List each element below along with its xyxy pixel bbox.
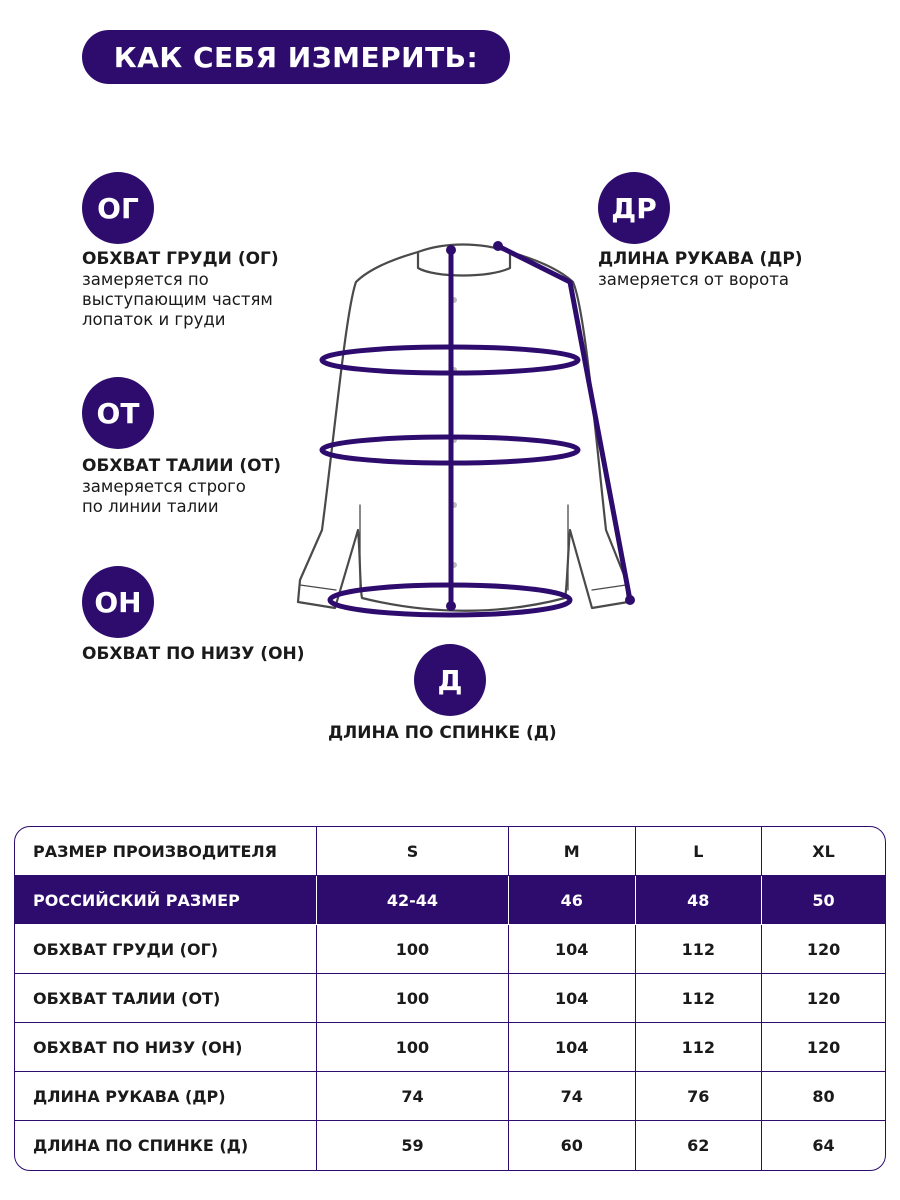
row-label: ОБХВАТ ТАЛИИ (ОТ): [15, 974, 317, 1023]
header-size: XL: [762, 827, 885, 876]
hem-title: ОБХВАТ ПО НИЗУ (ОН): [82, 644, 305, 664]
cell: 120: [762, 925, 885, 974]
cell: 74: [509, 1072, 636, 1121]
cell: 74: [317, 1072, 509, 1121]
chest-title: ОБХВАТ ГРУДИ (ОГ): [82, 249, 279, 269]
row-label: ДЛИНА ПО СПИНКЕ (Д): [15, 1121, 317, 1170]
russian-size-label: РОССИЙСКИЙ РАЗМЕР: [15, 876, 317, 925]
header-size: M: [509, 827, 636, 876]
cell: 104: [509, 974, 636, 1023]
measure-endpoints: [446, 241, 635, 611]
table-row: [15, 1121, 885, 1170]
table-row: [15, 1023, 885, 1072]
cell: 120: [762, 974, 885, 1023]
header-size: S: [317, 827, 509, 876]
cell: 59: [317, 1121, 509, 1170]
back-length-badge: Д: [414, 644, 486, 716]
cell: 112: [636, 925, 763, 974]
sleeve-desc-line: замеряется от ворота: [598, 270, 789, 289]
cell: 62: [636, 1121, 763, 1170]
cell: 112: [636, 974, 763, 1023]
size-table: [14, 826, 886, 1171]
cell: 64: [812, 1136, 835, 1155]
sleeve-measure-line: [498, 246, 630, 600]
table-header-row: [15, 827, 885, 876]
measure-lines: [322, 246, 630, 615]
hem-badge: ОН: [82, 566, 154, 638]
cell: 120: [762, 1023, 885, 1072]
cell: 104: [509, 1023, 636, 1072]
russian-size-value: 50: [762, 876, 885, 925]
row-label: ОБХВАТ ГРУДИ (ОГ): [15, 925, 317, 974]
header-size: L: [636, 827, 763, 876]
table-row: [15, 925, 885, 974]
table-row: [15, 974, 885, 1023]
cell: 76: [636, 1072, 763, 1121]
shirt-outline: [298, 245, 628, 611]
waist-desc-line: замеряется строго: [82, 477, 246, 496]
waist-desc-line: по линии талии: [82, 497, 219, 516]
russian-size-row: [15, 876, 885, 925]
sleeve-title: ДЛИНА РУКАВА (ДР): [598, 249, 803, 269]
waist-title: ОБХВАТ ТАЛИИ (ОТ): [82, 456, 281, 476]
row-label: ОБХВАТ ПО НИЗУ (ОН): [15, 1023, 317, 1072]
cell: 80: [762, 1072, 885, 1121]
russian-size-value: 46: [509, 876, 636, 925]
cell: 100: [317, 1023, 509, 1072]
table-row: [15, 1072, 885, 1121]
chest-desc-line: выступающим частям: [82, 290, 273, 309]
sleeve-badge: ДР: [598, 172, 670, 244]
cell: 100: [317, 925, 509, 974]
cell: 104: [509, 925, 636, 974]
waist-description: [82, 477, 246, 517]
page-title: КАК СЕБЯ ИЗМЕРИТЬ:: [82, 30, 510, 84]
chest-badge: ОГ: [82, 172, 154, 244]
back-length-title: ДЛИНА ПО СПИНКЕ (Д): [328, 723, 557, 743]
cell: 60: [509, 1121, 636, 1170]
chest-desc-line: лопаток и груди: [82, 310, 226, 329]
russian-size-value: 48: [636, 876, 763, 925]
header-label: РАЗМЕР ПРОИЗВОДИТЕЛЯ: [15, 827, 317, 876]
russian-size-value: 42-44: [317, 876, 509, 925]
chest-description: [82, 270, 273, 330]
waist-badge: ОТ: [82, 377, 154, 449]
row-label: ДЛИНА РУКАВА (ДР): [15, 1072, 317, 1121]
cell: 100: [317, 974, 509, 1023]
cell: 112: [636, 1023, 763, 1072]
chest-desc-line: замеряется по: [82, 270, 209, 289]
shirt-diagram: [280, 230, 650, 630]
